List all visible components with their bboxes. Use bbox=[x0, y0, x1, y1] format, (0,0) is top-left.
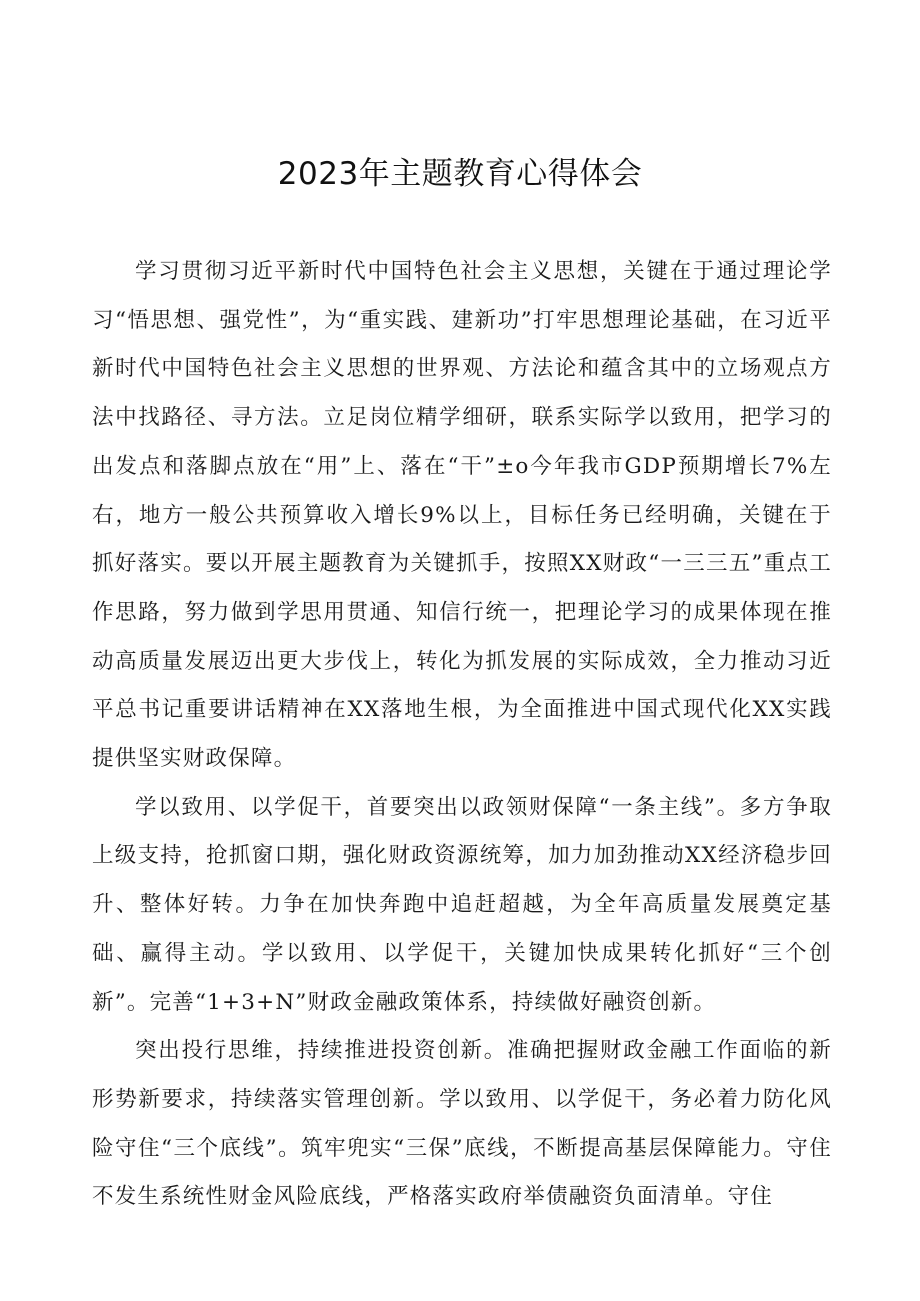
paragraph-3: 突出投行思维，持续推进投资创新。准确把握财政金融工作面临的新形势新要求，持续落实管理创新。学以致用、以学促干，务必着力防化风险守住“三个底线”。筑牢兜实“三保”底线，不断提高基层保障能力。守住不发生系统性财金风险底线，严格落实政府举债融资负面清单。守住 bbox=[92, 1038, 832, 1210]
paragraph-1: 学习贯彻习近平新时代中国特色社会主义思想，关键在于通过理论学习“悟思想、强党性”，为“重实践、建新功”打牢思想理论基础，在习近平新时代中国特色社会主义思想的世界观、方法论和蕴含其中的立场观点方法中找路径、寻方法。立足岗位精学细研，联系实际学以致用，把学习的出发点和落脚点放在“用”上、落在“干”±o今年我市GDP预期增长7%左右，地方一般公共预算收入增长9%以上，目标任务已经明确，关键在于抓好落实。要以开展主题教育为关键抓手，按照XX财政“一三三五”重点工作思路，努力做到学思用贯通、知信行统一，把理论学习的成果体现在推动高质量发展迈出更大步伐上，转化为抓发展的实际成效，全力推动习近平总书记重要讲话精神在XX落地生根，为全面推进中国式现代化XX实践提供坚实财政保障。 bbox=[92, 259, 832, 772]
document-title: 2023年主题教育心得体会 bbox=[277, 156, 643, 192]
document-body bbox=[92, 248, 832, 1222]
paragraph-2: 学以致用、以学促干，首要突出以政领财保障“一条主线”。多方争取上级支持，抢抓窗口期，强化财政资源统筹，加力加劲推动XX经济稳步回升、整体好转。力争在加快奔跑中追赶超越，为全年高质量发展奠定基础、赢得主动。学以致用、以学促干，关键加快成果转化抓好“三个创新”。完善“1+3+N”财政金融政策体系，持续做好融资创新。 bbox=[92, 794, 832, 1015]
